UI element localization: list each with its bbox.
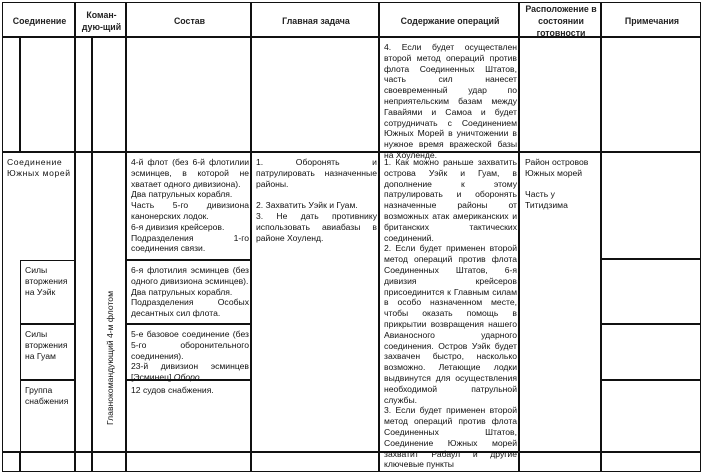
readiness-item: Район островов Южных морей (525, 157, 589, 178)
notes-cell (601, 324, 701, 380)
composition-line: 6-я флотилия эсминцев (без одного дивизиона эсминцев). (131, 265, 249, 286)
header-formation: Соединение (12, 15, 67, 26)
row3-cell (75, 452, 92, 472)
subunit-composition (131, 265, 249, 319)
row3-cell (92, 452, 126, 472)
row2-cell (75, 152, 92, 452)
composition-line: Подразделения Особых десантных сил флота. (131, 297, 249, 319)
notes-cell (601, 259, 701, 324)
composition-main (131, 157, 249, 254)
row1-cell (2, 37, 20, 152)
row3-cell (20, 452, 75, 472)
main-task-item: 2. Захватить Уэйк и Гуам. (256, 200, 358, 211)
composition-line: Два патрульных корабля. (131, 286, 233, 297)
row3-cell (251, 452, 379, 472)
operations-item: 2. Если будет применен второй метод операций против флота Соединенных Штатов, 6-я дивизия крейсеров присоединится к Главным силам в особо назначенном месте, чтобы оказать помощь в прикрытии возвращения нашего Авианосного ударного соединения. Остров Уэйк будет захвачен быстро, насколько возможно. Летающие лодки выдвинутся для осуществления необходимой патрульной службы. (384, 243, 517, 405)
row1-cell (601, 37, 701, 152)
header-operations: Содержание операций (400, 15, 500, 26)
header-commander: Коман-дую-щий (81, 9, 122, 32)
ship-name: Оборо (173, 372, 200, 383)
operations-item: 1. Как можно раньше захватить острова Уэйк и Гуам, в дополнение к этому патрулировать и оборонять назначенные районы от возможных атак американских и британских тактических соединений. (384, 157, 517, 243)
composition-line: Подразделения 1-го соединения связи. (131, 232, 249, 254)
composition-line: Часть 5-го дивизиона канонерских лодок. (131, 200, 249, 221)
header-notes: Примечания (624, 15, 680, 26)
main-task-text (256, 157, 377, 243)
row1-cell (75, 37, 92, 152)
subunit-name: Силы вторжения на Гуам (25, 329, 68, 361)
subunit-name: Силы вторжения на Уэйк (25, 265, 68, 297)
composition-line: 4-й флот (без 6-й флотилии эсминцев, в которой не хватает одного дивизиона). (131, 157, 249, 189)
operations-text (384, 157, 517, 470)
row1-cell (251, 37, 379, 152)
row3-cell (519, 452, 601, 472)
row3-cell (126, 452, 251, 472)
readiness-text (525, 157, 599, 211)
composition-line: Два патрульных корабля. (131, 189, 233, 200)
composition-line: 6-я дивизия крейсеров. (131, 221, 225, 232)
header-composition: Состав (173, 15, 206, 26)
commander-cell (93, 262, 127, 453)
row3-cell (2, 452, 20, 472)
subunit-name: Группа снабжения (25, 385, 69, 406)
header-main-task: Главная задача (282, 15, 350, 26)
notes-cell (601, 152, 701, 259)
composition-line: 12 судов снабжения. (131, 385, 214, 395)
formation-name: Соединение Южных морей (7, 157, 71, 178)
composition-text: 23-й дивизион эсминцев [Эсминец] (131, 361, 249, 383)
row1-cell (92, 37, 126, 152)
row3-cell (379, 452, 519, 472)
row1-cell (519, 37, 601, 152)
main-task-item: 1. Оборонять и патрулировать назначенные районы. (256, 157, 377, 189)
subunit-composition (131, 329, 249, 383)
composition-line (131, 361, 249, 383)
row3-cell (601, 452, 701, 472)
composition-line: 5-е базовое соединение (без 5-го оборонительного соединения). (131, 329, 249, 361)
row1-cell (126, 37, 251, 152)
notes-cell (601, 380, 701, 452)
main-task-item: 3. Не дать противнику использовать авиабазы в районе Хоуленд. (256, 210, 377, 243)
commander-name: Главнокомандующий 4-м флотом (105, 290, 115, 425)
operations-item: 3. Если будет применен второй метод операций против флота Соединенных Штатов, Соединение Южных морей захватит Рабаул и другие ключевые пункты (384, 405, 517, 470)
row1-cell (20, 37, 75, 152)
composition-suffix: . (199, 372, 203, 383)
readiness-item: Часть у Титидзима (525, 189, 568, 211)
header-readiness: Расположение в состоянии готовности (525, 3, 597, 38)
row1-operations-text: 4. Если будет осуществлен второй метод операций против флота Соединенных Штатов, часть сил нанесет своевременный удар по неприятельским базам между Гавайями и Самоа и будет сотрудничать с Соединением Южных Морей в уничтожении в нужное время вражеской базы на Хоуленде. (384, 42, 517, 160)
subunit-composition (131, 385, 249, 396)
